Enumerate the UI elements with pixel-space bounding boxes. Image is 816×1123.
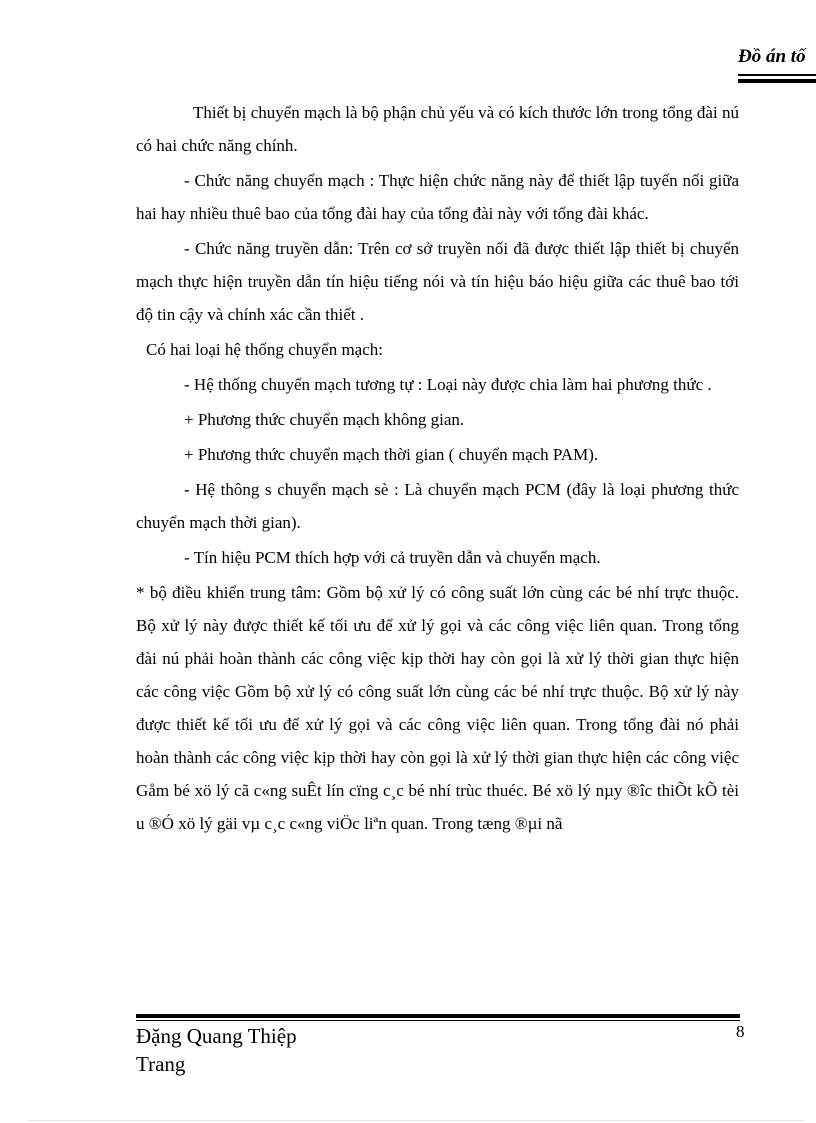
footer-author	[136, 1022, 297, 1078]
document-body	[136, 96, 739, 840]
footer-rule	[136, 1020, 740, 1021]
footer-subtitle: Trang	[136, 1052, 186, 1076]
paragraph-switching-types: Có hai loại hệ thống chuyển mạch:	[146, 340, 383, 359]
paragraph-transmission-function: - Chức năng truyền dẫn: Trên cơ sở truyền nối đã được thiết lập thiết bị chuyển mạch thực hiện truyền dẫn tín hiệu tiếng nói và tín hiệu báo hiệu giữa các thuê bao tới độ tin cậy và chính xác cần thiết .	[136, 239, 739, 324]
paragraph-central-control: * bộ điều khiển trung tâm: Gồm bộ xử lý có công suất lớn cùng các bé nhí trực thuộc. Bộ xử lý này được thiết kế tối ưu để xử lý gọi và các công việc liên quan. Trong tổng đài nú phải hoàn thành các công việc kịp thời hay còn gọi là xử lý thời gian thực hiện các công việc Gồm bộ xử lý có công suất lớn cùng các bé nhí trực thuộc. Bộ xử lý này được thiết kế tối ưu để xử lý gọi và các công việc liên quan. Trong tổng đài nó phải hoàn thành các công việc kịp thời hay còn gọi là xử lý thời gian thực hiện các công việc Gåm bé xö lý cã c«ng suÊt lín cïng c¸c bé nhí trùc thuéc. Bé xö lý nµy ®îc thiÕt kÕ tèi u ®Ó xö lý gäi vµ c¸c c«ng viÖc liªn quan. Trong tæng ®µi nã	[136, 583, 739, 833]
page-number: 8	[736, 1022, 745, 1041]
paragraph-switching-function: - Chức năng chuyển mạch : Thực hiện chức năng này để thiết lập tuyến nối giữa hai hay nhiều thuê bao của tổng đài hay của tổng đài này với tổng đài khác.	[136, 171, 739, 223]
header-title: Đồ án tố	[738, 46, 806, 67]
footer-rule-thick	[136, 1014, 740, 1018]
page-edge-line	[28, 1120, 804, 1121]
paragraph-analog-switching: - Hệ thống chuyển mạch tương tự : Loại này được chia làm hai phương thức .	[184, 375, 712, 394]
header-rule-thick	[738, 79, 816, 83]
paragraph-space-switching: + Phương thức chuyển mạch không gian.	[184, 410, 465, 429]
author-name: Đặng Quang Thiệp	[136, 1024, 297, 1048]
paragraph-intro: Thiết bị chuyển mạch là bộ phận chủ yếu và có kích thước lớn trong tổng đài nú có hai chức năng chính.	[136, 103, 739, 155]
header-rule	[738, 74, 816, 76]
paragraph-time-switching: + Phương thức chuyển mạch thời gian ( chuyển mạch PAM).	[184, 445, 599, 464]
paragraph-digital-switching: - Hệ thông s chuyển mạch sè : Là chuyển mạch PCM (đây là loại phương thức chuyển mạch thời gian).	[136, 480, 739, 532]
paragraph-pcm-signal: - Tín hiệu PCM thích hợp với cả truyền dẫn và chuyển mạch.	[184, 548, 601, 567]
